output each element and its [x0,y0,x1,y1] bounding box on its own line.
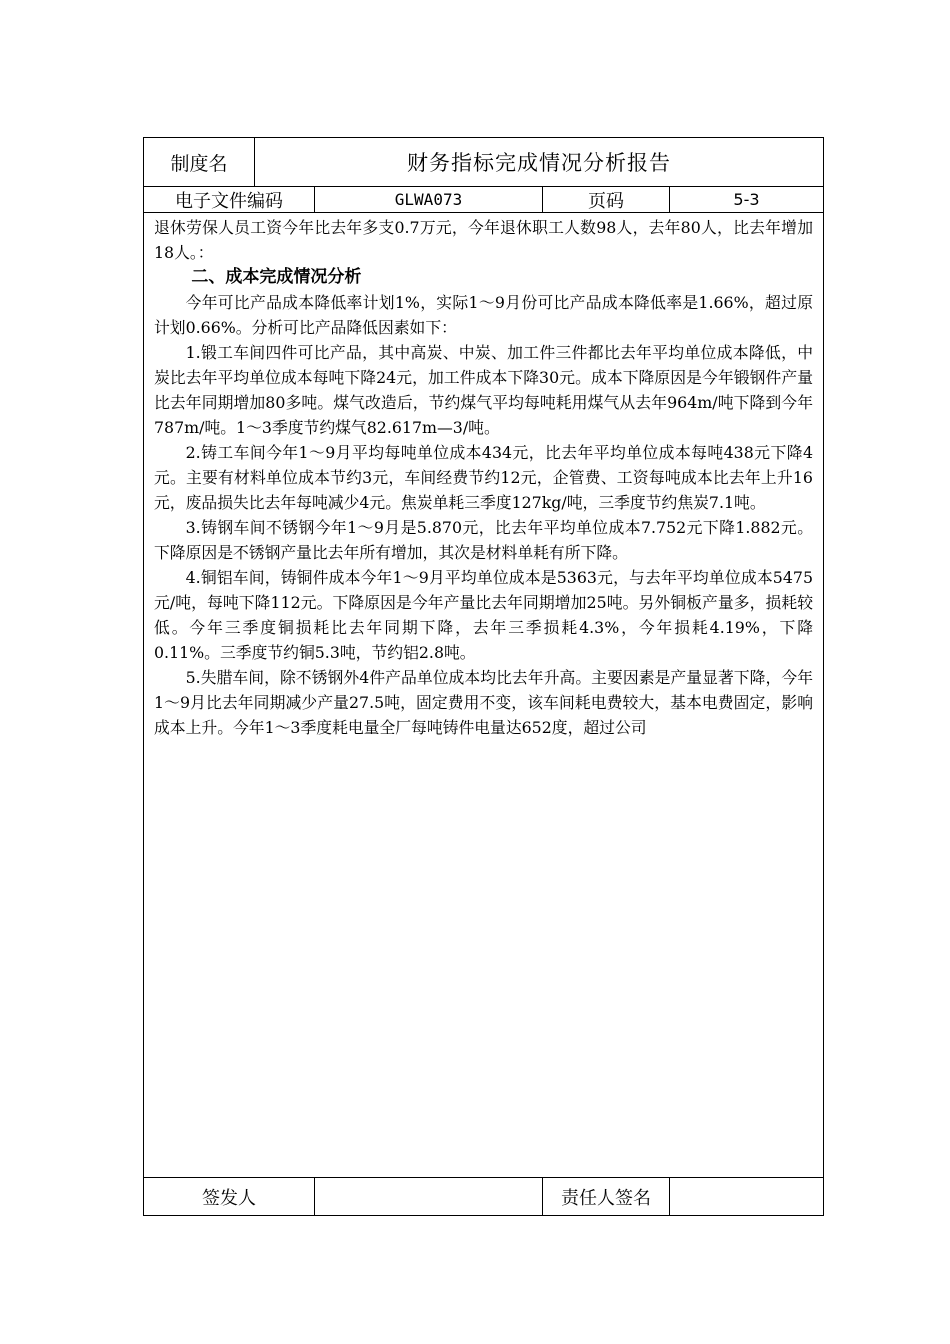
document-title: 财务指标完成情况分析报告 [407,151,671,175]
report-body [144,213,823,1177]
body-paragraph: 2.铸工车间今年1～9月平均每吨单位成本434元，比去年平均单位成本每吨438元下降4元。主要有材料单位成本节约3元，车间经费节约12元，企管费、工资每吨成本比去年上升16元，废品损失比去年每吨减少4元。焦炭单耗三季度127kg/吨，三季度节约焦炭7.1吨。 [154,443,813,512]
file-code-value: GLWA073 [315,187,543,212]
section-heading: 二、成本完成情况分析 [191,267,362,287]
issuer-field [315,1178,543,1215]
system-name-label: 制度名 [144,138,255,186]
body-paragraph: 5.失腊车间，除不锈钢外4件产品单位成本均比去年升高。主要因素是产量显著下降，今年1～9月比去年同期减少产量27.5吨，固定费用不变，该车间耗电费较大，基本电费固定，影响成本上升。今年1～3季度耗电量全厂每吨铸件电量达652度，超过公司 [154,668,813,737]
header-row [144,138,823,187]
signature-row [144,1177,823,1215]
body-paragraph: 今年可比产品成本降低率计划1%，实际1～9月份可比产品成本降低率是1.66%，超过原计划0.66%。分析可比产品降低因素如下： [154,293,813,337]
responsible-signature-field [670,1178,823,1215]
body-paragraph: 4.铜铝车间，铸铜件成本今年1～9月平均单位成本是5363元，与去年平均单位成本5475元/吨，每吨下降112元。下降原因是今年产量比去年同期增加25吨。另外铜板产量多，损耗较低。今年三季度铜损耗比去年同期下降，去年三季损耗4.3%，今年损耗4.19%，下降0.11%。三季度节约铜5.3吨，节约铝2.8吨。 [154,568,813,662]
responsible-signature-label: 责任人签名 [543,1178,670,1215]
file-code-label: 电子文件编码 [144,187,315,212]
issuer-label: 签发人 [144,1178,315,1215]
page-label: 页码 [543,187,670,212]
document-form [143,137,824,1216]
meta-row [144,187,823,213]
intro-paragraph: 退休劳保人员工资今年比去年多支0.7万元，今年退休职工人数98人，去年80人，比去年增加18人。： [154,218,813,262]
body-paragraph: 3.铸钢车间不锈钢今年1～9月是5.870元，比去年平均单位成本7.752元下降1.882元。下降原因是不锈钢产量比去年所有增加，其次是材料单耗有所下降。 [154,518,813,562]
body-paragraph: 1.锻工车间四件可比产品，其中高炭、中炭、加工件三件都比去年平均单位成本降低，中炭比去年平均单位成本每吨下降24元，加工件成本下降30元。成本下降原因是今年锻钢件产量比去年同期增加80多吨。煤气改造后，节约煤气平均每吨耗用煤气从去年964m/吨下降到今年787m/吨。1～3季度节约煤气82.617m—3/吨。 [154,343,813,437]
page-number: 5-3 [733,190,760,209]
